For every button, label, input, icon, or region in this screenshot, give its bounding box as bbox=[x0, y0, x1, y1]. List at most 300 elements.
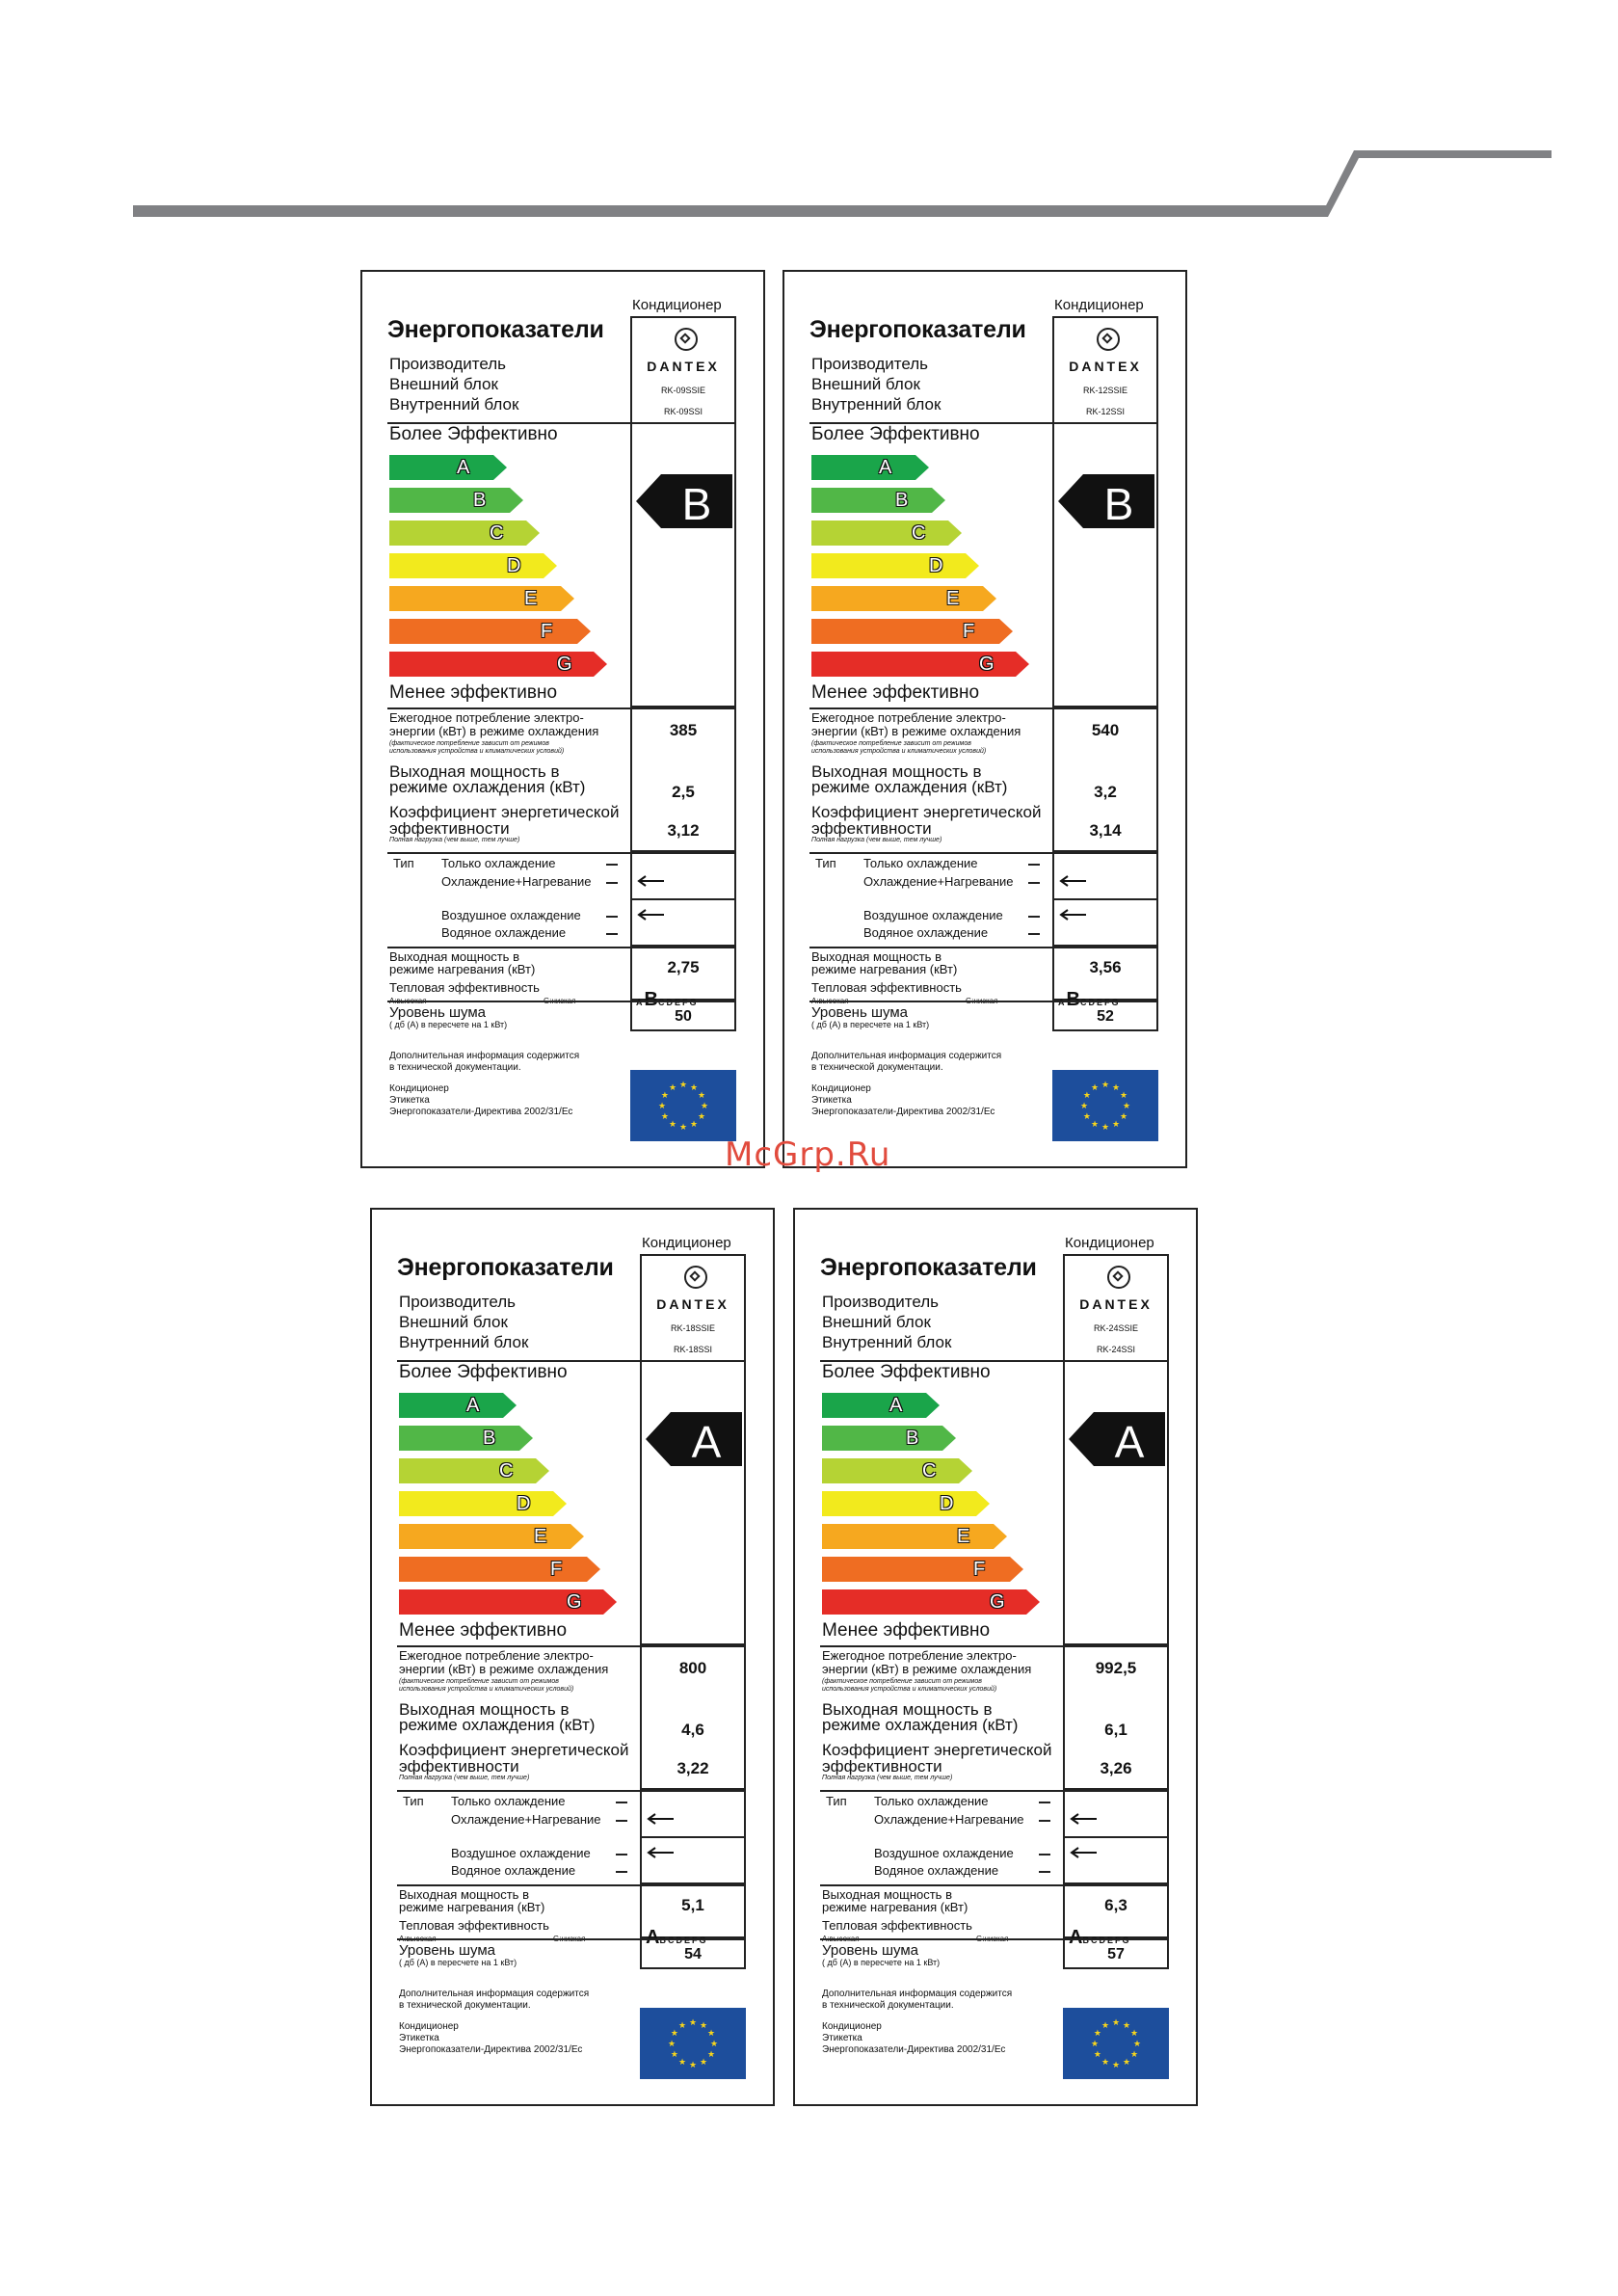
efficiency-bar bbox=[822, 1393, 940, 1418]
heat-class-after: BCDEFG bbox=[659, 1936, 708, 1945]
air-cooling-label: Воздушное охлаждение bbox=[451, 1846, 591, 1860]
svg-text:★: ★ bbox=[1130, 2029, 1139, 2039]
arrow-left-icon bbox=[1070, 1847, 1099, 1858]
svg-text:★: ★ bbox=[1082, 1091, 1091, 1101]
outdoor-model: RK-24SSIE bbox=[1093, 1323, 1139, 1333]
eer-label: эффективности bbox=[811, 819, 932, 838]
annual-note: использования устройства и климатических условий) bbox=[389, 748, 565, 755]
svg-text:★: ★ bbox=[667, 2040, 676, 2049]
energy-label bbox=[793, 1208, 1198, 2106]
svg-text:★: ★ bbox=[677, 2058, 687, 2069]
cooling-heating-label: Охлаждение+Нагревание bbox=[441, 874, 592, 889]
dash-icon bbox=[606, 864, 618, 866]
arrow-left-icon bbox=[1070, 1813, 1099, 1825]
efficiency-bar bbox=[399, 1589, 617, 1615]
more-efficient-label: Более Эффективно bbox=[822, 1362, 991, 1382]
noise-value: 57 bbox=[1107, 1946, 1125, 1962]
eer-note: Полная нагрузка (чем выше, тем лучше) bbox=[399, 1775, 530, 1781]
watermark: McGrp.Ru bbox=[725, 1135, 891, 1174]
brand-logo-icon bbox=[1107, 1266, 1130, 1289]
brand-box bbox=[630, 316, 736, 424]
footer-info: в технической документации. bbox=[822, 2000, 954, 2011]
footer-info: в технической документации. bbox=[389, 1062, 521, 1073]
manufacturer-label: Производитель bbox=[399, 1293, 517, 1311]
annual-consumption-value: 800 bbox=[678, 1659, 707, 1677]
svg-text:★: ★ bbox=[1101, 2058, 1110, 2069]
svg-text:★: ★ bbox=[668, 1082, 677, 1093]
svg-text:★: ★ bbox=[707, 2050, 716, 2060]
cooling-only-label: Только охлаждение bbox=[451, 1794, 566, 1808]
cooling-power-label: режиме охлаждения (кВт) bbox=[822, 1716, 1019, 1734]
heat-class-after: CDEFG bbox=[1079, 998, 1121, 1007]
water-cooling-label: Водяное охлаждение bbox=[441, 925, 567, 940]
svg-text:★: ★ bbox=[689, 1082, 699, 1093]
dash-icon bbox=[1039, 1820, 1050, 1822]
footer-info: в технической документации. bbox=[399, 2000, 531, 2011]
water-cooling-label: Водяное охлаждение bbox=[451, 1863, 576, 1878]
annual-consumption-label: Ежегодное потребление электро- bbox=[811, 710, 1006, 725]
efficiency-bar bbox=[822, 1524, 1007, 1549]
efficiency-bar-letter: E bbox=[534, 1526, 547, 1547]
annual-consumption-label: энергии (кВт) в режиме охлаждения bbox=[389, 724, 599, 738]
efficiency-bar-letter: C bbox=[490, 522, 504, 544]
eer-note: Полная нагрузка (чем выше, тем лучше) bbox=[811, 837, 942, 843]
cooling-power-value: 6,1 bbox=[1104, 1721, 1127, 1739]
label-title: Энергопоказатели bbox=[387, 316, 604, 343]
efficiency-bar-letter: F bbox=[973, 1559, 986, 1580]
heating-power-label: Выходная мощность в bbox=[389, 949, 519, 964]
dash-icon bbox=[1039, 1802, 1050, 1803]
svg-text:★: ★ bbox=[688, 2061, 698, 2070]
heat-class-letter: B bbox=[1066, 989, 1080, 1010]
heating-power-label: режиме нагревания (кВт) bbox=[822, 1900, 968, 1914]
outdoor-unit-label: Внешний блок bbox=[811, 375, 920, 393]
eer-value: 3,12 bbox=[667, 821, 700, 840]
dash-icon bbox=[1028, 882, 1040, 884]
svg-text:★: ★ bbox=[1090, 1082, 1100, 1093]
svg-text:★: ★ bbox=[1111, 1082, 1121, 1093]
brand-logo-icon bbox=[684, 1266, 707, 1289]
dash-icon bbox=[606, 916, 618, 918]
heating-power-value: 3,56 bbox=[1089, 958, 1122, 976]
efficiency-bar bbox=[389, 553, 557, 578]
indoor-unit-label: Внутренний блок bbox=[399, 1333, 529, 1351]
type-label: Тип bbox=[815, 856, 836, 870]
brand-logo-icon bbox=[675, 328, 698, 351]
heating-power-label: Выходная мощность в bbox=[399, 1887, 529, 1902]
noise-unit: ( дб (А) в пересчете на 1 кВт) bbox=[822, 1958, 941, 1967]
cooling-power-label: режиме охлаждения (кВт) bbox=[389, 778, 586, 796]
energy-class-indicator bbox=[1058, 474, 1154, 528]
eer-value: 3,22 bbox=[676, 1759, 709, 1777]
eer-value: 3,14 bbox=[1089, 821, 1122, 840]
energy-class-letter: A bbox=[691, 1417, 722, 1467]
arrow-left-icon bbox=[647, 1847, 676, 1858]
footer-info: Этикетка bbox=[389, 1095, 430, 1106]
svg-text:★: ★ bbox=[1090, 1120, 1100, 1131]
heat-efficiency-label: Тепловая эффективность bbox=[389, 980, 540, 995]
outdoor-unit-label: Внешний блок bbox=[822, 1313, 931, 1331]
svg-text:★: ★ bbox=[698, 1112, 706, 1122]
efficiency-bar bbox=[389, 586, 574, 611]
svg-text:★: ★ bbox=[1111, 1120, 1121, 1131]
cooling-power-value: 2,5 bbox=[672, 783, 695, 801]
efficiency-bar-letter: A bbox=[879, 457, 892, 478]
svg-text:★: ★ bbox=[1132, 2040, 1142, 2049]
efficiency-bar-letter: A bbox=[889, 1395, 903, 1416]
cooling-power-label: режиме охлаждения (кВт) bbox=[811, 778, 1008, 796]
heat-efficiency-label: Тепловая эффективность bbox=[811, 980, 962, 995]
arrow-left-icon bbox=[637, 875, 666, 887]
manufacturer-label: Производитель bbox=[389, 355, 507, 373]
dash-icon bbox=[606, 882, 618, 884]
indoor-unit-label: Внутренний блок bbox=[811, 395, 942, 414]
heating-power-label: режиме нагревания (кВт) bbox=[399, 1900, 545, 1914]
outdoor-model: RK-09SSIE bbox=[660, 386, 706, 395]
less-efficient-label: Менее эффективно bbox=[389, 682, 558, 703]
noise-unit: ( дб (А) в пересчете на 1 кВт) bbox=[811, 1020, 930, 1029]
dash-icon bbox=[1028, 864, 1040, 866]
efficiency-bar-letter: D bbox=[929, 555, 943, 576]
eu-flag-icon bbox=[630, 1070, 736, 1141]
svg-text:★: ★ bbox=[1122, 2058, 1131, 2069]
footer-info: Этикетка bbox=[399, 2033, 439, 2043]
type-box bbox=[1052, 898, 1158, 947]
svg-text:★: ★ bbox=[1111, 2018, 1121, 2028]
efficiency-bar-letter: A bbox=[466, 1395, 480, 1416]
efficiency-bar-letter: E bbox=[524, 588, 538, 609]
efficiency-bar-letter: A bbox=[457, 457, 470, 478]
efficiency-bar bbox=[399, 1458, 549, 1483]
footer-info: Этикетка bbox=[822, 2033, 862, 2043]
cooling-heating-label: Охлаждение+Нагревание bbox=[451, 1812, 601, 1827]
annual-consumption-value: 992,5 bbox=[1095, 1659, 1137, 1677]
dash-icon bbox=[1028, 933, 1040, 935]
heat-efficiency-high: A:высокая bbox=[811, 997, 849, 1005]
efficiency-bar-letter: B bbox=[473, 490, 487, 511]
annual-consumption-label: энергии (кВт) в режиме охлаждения bbox=[399, 1662, 609, 1676]
header-rule bbox=[0, 0, 1618, 231]
product-name: Кондиционер bbox=[1054, 297, 1144, 313]
cooling-only-label: Только охлаждение bbox=[441, 856, 556, 870]
heating-power-label: режиме нагревания (кВт) bbox=[811, 962, 958, 976]
efficiency-bar bbox=[389, 619, 591, 644]
cooling-heating-label: Охлаждение+Нагревание bbox=[874, 1812, 1024, 1827]
eer-label: эффективности bbox=[822, 1757, 942, 1775]
cooling-power-label: Выходная мощность в bbox=[822, 1700, 993, 1719]
eer-label: Коэффициент энергетической bbox=[822, 1741, 1052, 1759]
efficiency-bar bbox=[389, 652, 607, 677]
efficiency-bar bbox=[399, 1524, 584, 1549]
efficiency-bar bbox=[811, 652, 1029, 677]
eer-label: Коэффициент энергетической bbox=[399, 1741, 629, 1759]
type-box bbox=[640, 1836, 746, 1884]
outdoor-unit-label: Внешний блок bbox=[399, 1313, 508, 1331]
dash-icon bbox=[606, 933, 618, 935]
annual-note: использования устройства и климатических условий) bbox=[822, 1686, 997, 1693]
heat-efficiency-low: G:низкая bbox=[976, 1935, 1009, 1943]
footer-info: Дополнительная информация содержится bbox=[811, 1051, 1002, 1061]
footer-info: Энергопоказатели-Директива 2002/31/Ес bbox=[822, 2044, 1006, 2055]
brand-name: DANTEX bbox=[1069, 359, 1142, 374]
outdoor-model: RK-12SSIE bbox=[1082, 386, 1128, 395]
heating-power-label: Выходная мощность в bbox=[811, 949, 942, 964]
svg-text:★: ★ bbox=[700, 1102, 709, 1111]
efficiency-bar-letter: B bbox=[895, 490, 909, 511]
heat-efficiency-low: G:низкая bbox=[966, 997, 998, 1005]
energy-class-indicator bbox=[636, 474, 732, 528]
cooling-power-value: 3,2 bbox=[1094, 783, 1117, 801]
noise-label: Уровень шума bbox=[389, 1004, 486, 1021]
water-cooling-label: Водяное охлаждение bbox=[874, 1863, 999, 1878]
heat-class-before: A bbox=[1058, 998, 1067, 1007]
efficiency-bar bbox=[822, 1491, 990, 1516]
annual-note: (фактическое потребление зависит от режимов bbox=[399, 1678, 559, 1685]
more-efficient-label: Более Эффективно bbox=[811, 424, 980, 444]
eer-note: Полная нагрузка (чем выше, тем лучше) bbox=[389, 837, 520, 843]
noise-unit: ( дб (А) в пересчете на 1 кВт) bbox=[399, 1958, 517, 1967]
efficiency-bar-letter: C bbox=[912, 522, 926, 544]
heat-efficiency-label: Тепловая эффективность bbox=[399, 1918, 549, 1933]
annual-consumption-label: Ежегодное потребление электро- bbox=[822, 1648, 1017, 1663]
svg-text:★: ★ bbox=[689, 1120, 699, 1131]
eer-label: Коэффициент энергетической bbox=[811, 803, 1042, 821]
less-efficient-label: Менее эффективно bbox=[811, 682, 980, 703]
svg-text:★: ★ bbox=[660, 1091, 669, 1101]
annual-consumption-label: Ежегодное потребление электро- bbox=[399, 1648, 594, 1663]
arrow-left-icon bbox=[637, 909, 666, 921]
efficiency-bar-letter: E bbox=[946, 588, 960, 609]
annual-note: использования устройства и климатических условий) bbox=[811, 748, 987, 755]
product-name: Кондиционер bbox=[642, 1235, 731, 1251]
eer-note: Полная нагрузка (чем выше, тем лучше) bbox=[822, 1775, 953, 1781]
footer-info: Кондиционер bbox=[811, 1083, 871, 1094]
svg-text:★: ★ bbox=[1093, 2050, 1101, 2060]
noise-value: 54 bbox=[684, 1946, 702, 1962]
annual-consumption-label: Ежегодное потребление электро- bbox=[389, 710, 584, 725]
efficiency-bar bbox=[389, 521, 540, 546]
class-column bbox=[1052, 422, 1158, 707]
arrow-left-icon bbox=[1059, 909, 1088, 921]
svg-text:★: ★ bbox=[657, 1102, 667, 1111]
efficiency-bar-letter: D bbox=[517, 1493, 531, 1514]
svg-text:★: ★ bbox=[1090, 2040, 1100, 2049]
efficiency-bar-letter: F bbox=[541, 621, 553, 642]
svg-text:★: ★ bbox=[688, 2018, 698, 2028]
svg-text:★: ★ bbox=[1111, 2061, 1121, 2070]
dash-icon bbox=[616, 1802, 627, 1803]
brand-logo-icon bbox=[1097, 328, 1120, 351]
water-cooling-label: Водяное охлаждение bbox=[863, 925, 989, 940]
footer-info: Этикетка bbox=[811, 1095, 852, 1106]
footer-info: Дополнительная информация содержится bbox=[399, 1989, 590, 1999]
heat-class-before: A bbox=[636, 998, 645, 1007]
svg-text:★: ★ bbox=[1082, 1112, 1091, 1122]
cooling-power-label: Выходная мощность в bbox=[811, 762, 982, 781]
footer-info: Дополнительная информация содержится bbox=[389, 1051, 580, 1061]
eer-label: эффективности bbox=[389, 819, 510, 838]
cooling-only-label: Только охлаждение bbox=[863, 856, 978, 870]
efficiency-bar-letter: G bbox=[567, 1591, 582, 1613]
type-box bbox=[630, 898, 736, 947]
efficiency-bar-letter: G bbox=[979, 654, 995, 675]
brand-box bbox=[1063, 1254, 1169, 1362]
class-column bbox=[640, 1360, 746, 1645]
noise-label: Уровень шума bbox=[399, 1942, 495, 1959]
outdoor-unit-label: Внешний блок bbox=[389, 375, 498, 393]
brand-name: DANTEX bbox=[656, 1296, 729, 1312]
efficiency-bar bbox=[389, 488, 523, 513]
eu-flag-icon bbox=[640, 2008, 746, 2079]
noise-unit: ( дб (А) в пересчете на 1 кВт) bbox=[389, 1020, 508, 1029]
efficiency-bar bbox=[811, 488, 945, 513]
svg-text:★: ★ bbox=[699, 2058, 708, 2069]
efficiency-bar bbox=[811, 619, 1013, 644]
annual-consumption-label: энергии (кВт) в режиме охлаждения bbox=[822, 1662, 1032, 1676]
eer-value: 3,26 bbox=[1100, 1759, 1132, 1777]
footer-info: Энергопоказатели-Директива 2002/31/Ес bbox=[811, 1107, 995, 1117]
svg-text:★: ★ bbox=[699, 2020, 708, 2031]
efficiency-bar bbox=[822, 1557, 1023, 1582]
heat-efficiency-high: A:высокая bbox=[389, 997, 427, 1005]
class-column bbox=[630, 422, 736, 707]
efficiency-bar bbox=[811, 553, 979, 578]
annual-consumption-value: 540 bbox=[1091, 721, 1120, 739]
air-cooling-label: Воздушное охлаждение bbox=[441, 908, 581, 922]
energy-label bbox=[370, 1208, 775, 2106]
efficiency-bar-letter: G bbox=[557, 654, 572, 675]
efficiency-bar-letter: D bbox=[507, 555, 521, 576]
footer-info: Кондиционер bbox=[399, 2021, 459, 2032]
footer-info: Энергопоказатели-Директива 2002/31/Ес bbox=[389, 1107, 573, 1117]
efficiency-bar bbox=[811, 455, 929, 480]
efficiency-bar bbox=[822, 1458, 972, 1483]
efficiency-bar bbox=[389, 455, 507, 480]
svg-text:★: ★ bbox=[668, 1120, 677, 1131]
svg-text:★: ★ bbox=[670, 2029, 678, 2039]
efficiency-bar bbox=[822, 1426, 956, 1451]
efficiency-bar bbox=[399, 1557, 600, 1582]
eer-label: эффективности bbox=[399, 1757, 519, 1775]
efficiency-bar-letter: E bbox=[957, 1526, 970, 1547]
heat-class-letter: B bbox=[644, 989, 658, 1010]
arrow-left-icon bbox=[647, 1813, 676, 1825]
svg-text:★: ★ bbox=[670, 2050, 678, 2060]
footer-info: Кондиционер bbox=[389, 1083, 449, 1094]
type-box bbox=[1063, 1836, 1169, 1884]
more-efficient-label: Более Эффективно bbox=[389, 424, 558, 444]
svg-text:★: ★ bbox=[1120, 1091, 1128, 1101]
heat-class-after: BCDEFG bbox=[1082, 1936, 1131, 1945]
noise-value: 52 bbox=[1097, 1008, 1114, 1025]
heat-class-letter: A bbox=[1069, 1927, 1083, 1948]
heat-efficiency-low: G:низкая bbox=[553, 1935, 586, 1943]
annual-consumption-value: 385 bbox=[669, 721, 698, 739]
product-name: Кондиционер bbox=[632, 297, 722, 313]
energy-label bbox=[782, 270, 1187, 1168]
svg-text:★: ★ bbox=[1130, 2050, 1139, 2060]
cooling-power-label: режиме охлаждения (кВт) bbox=[399, 1716, 596, 1734]
annual-note: использования устройства и климатических условий) bbox=[399, 1686, 574, 1693]
svg-text:★: ★ bbox=[678, 1123, 688, 1133]
efficiency-bar-letter: C bbox=[499, 1460, 514, 1482]
arrow-left-icon bbox=[1059, 875, 1088, 887]
svg-text:★: ★ bbox=[1093, 2029, 1101, 2039]
indoor-model: RK-12SSI bbox=[1085, 407, 1126, 416]
heat-efficiency-label: Тепловая эффективность bbox=[822, 1918, 972, 1933]
indoor-unit-label: Внутренний блок bbox=[822, 1333, 952, 1351]
indoor-unit-label: Внутренний блок bbox=[389, 395, 519, 414]
indoor-model: RK-18SSI bbox=[673, 1345, 713, 1354]
manufacturer-label: Производитель bbox=[822, 1293, 940, 1311]
energy-class-indicator bbox=[1069, 1412, 1165, 1466]
type-label: Тип bbox=[393, 856, 414, 870]
label-title: Энергопоказатели bbox=[397, 1254, 614, 1281]
annual-note: (фактическое потребление зависит от режимов bbox=[822, 1678, 982, 1685]
heating-power-value: 5,1 bbox=[681, 1896, 704, 1914]
more-efficient-label: Более Эффективно bbox=[399, 1362, 568, 1382]
noise-value: 50 bbox=[675, 1008, 692, 1025]
svg-text:★: ★ bbox=[1079, 1102, 1089, 1111]
less-efficient-label: Менее эффективно bbox=[399, 1620, 568, 1641]
svg-text:★: ★ bbox=[1122, 1102, 1131, 1111]
efficiency-bar-letter: C bbox=[922, 1460, 937, 1482]
svg-text:★: ★ bbox=[678, 1081, 688, 1090]
dash-icon bbox=[616, 1854, 627, 1855]
efficiency-bar-letter: F bbox=[963, 621, 975, 642]
svg-text:★: ★ bbox=[660, 1112, 669, 1122]
noise-label: Уровень шума bbox=[811, 1004, 908, 1021]
efficiency-bar bbox=[399, 1393, 517, 1418]
svg-text:★: ★ bbox=[1101, 1081, 1110, 1090]
brand-box bbox=[1052, 316, 1158, 424]
brand-name: DANTEX bbox=[647, 359, 720, 374]
cooling-power-value: 4,6 bbox=[681, 1721, 704, 1739]
svg-text:★: ★ bbox=[1122, 2020, 1131, 2031]
efficiency-bar-letter: B bbox=[906, 1428, 919, 1449]
footer-info: Дополнительная информация содержится bbox=[822, 1989, 1013, 1999]
svg-text:★: ★ bbox=[677, 2020, 687, 2031]
efficiency-bar bbox=[399, 1426, 533, 1451]
heat-class-letter: A bbox=[646, 1927, 660, 1948]
cooling-heating-label: Охлаждение+Нагревание bbox=[863, 874, 1014, 889]
efficiency-bar bbox=[811, 586, 996, 611]
heat-efficiency-high: A:высокая bbox=[822, 1935, 860, 1943]
dash-icon bbox=[1039, 1871, 1050, 1873]
energy-label bbox=[360, 270, 765, 1168]
heat-efficiency-high: A:высокая bbox=[399, 1935, 437, 1943]
heating-power-label: режиме нагревания (кВт) bbox=[389, 962, 536, 976]
manufacturer-label: Производитель bbox=[811, 355, 929, 373]
heating-power-value: 2,75 bbox=[667, 958, 700, 976]
less-efficient-label: Менее эффективно bbox=[822, 1620, 991, 1641]
eu-flag-icon bbox=[1052, 1070, 1158, 1141]
label-title: Энергопоказатели bbox=[820, 1254, 1037, 1281]
air-cooling-label: Воздушное охлаждение bbox=[863, 908, 1003, 922]
class-column bbox=[1063, 1360, 1169, 1645]
annual-consumption-label: энергии (кВт) в режиме охлаждения bbox=[811, 724, 1021, 738]
dash-icon bbox=[616, 1820, 627, 1822]
type-label: Тип bbox=[403, 1794, 424, 1808]
label-title: Энергопоказатели bbox=[809, 316, 1026, 343]
outdoor-model: RK-18SSIE bbox=[670, 1323, 716, 1333]
air-cooling-label: Воздушное охлаждение bbox=[874, 1846, 1014, 1860]
noise-label: Уровень шума bbox=[822, 1942, 918, 1959]
eer-label: Коэффициент энергетической bbox=[389, 803, 620, 821]
dash-icon bbox=[616, 1871, 627, 1873]
efficiency-bar bbox=[399, 1491, 567, 1516]
energy-class-indicator bbox=[646, 1412, 742, 1466]
